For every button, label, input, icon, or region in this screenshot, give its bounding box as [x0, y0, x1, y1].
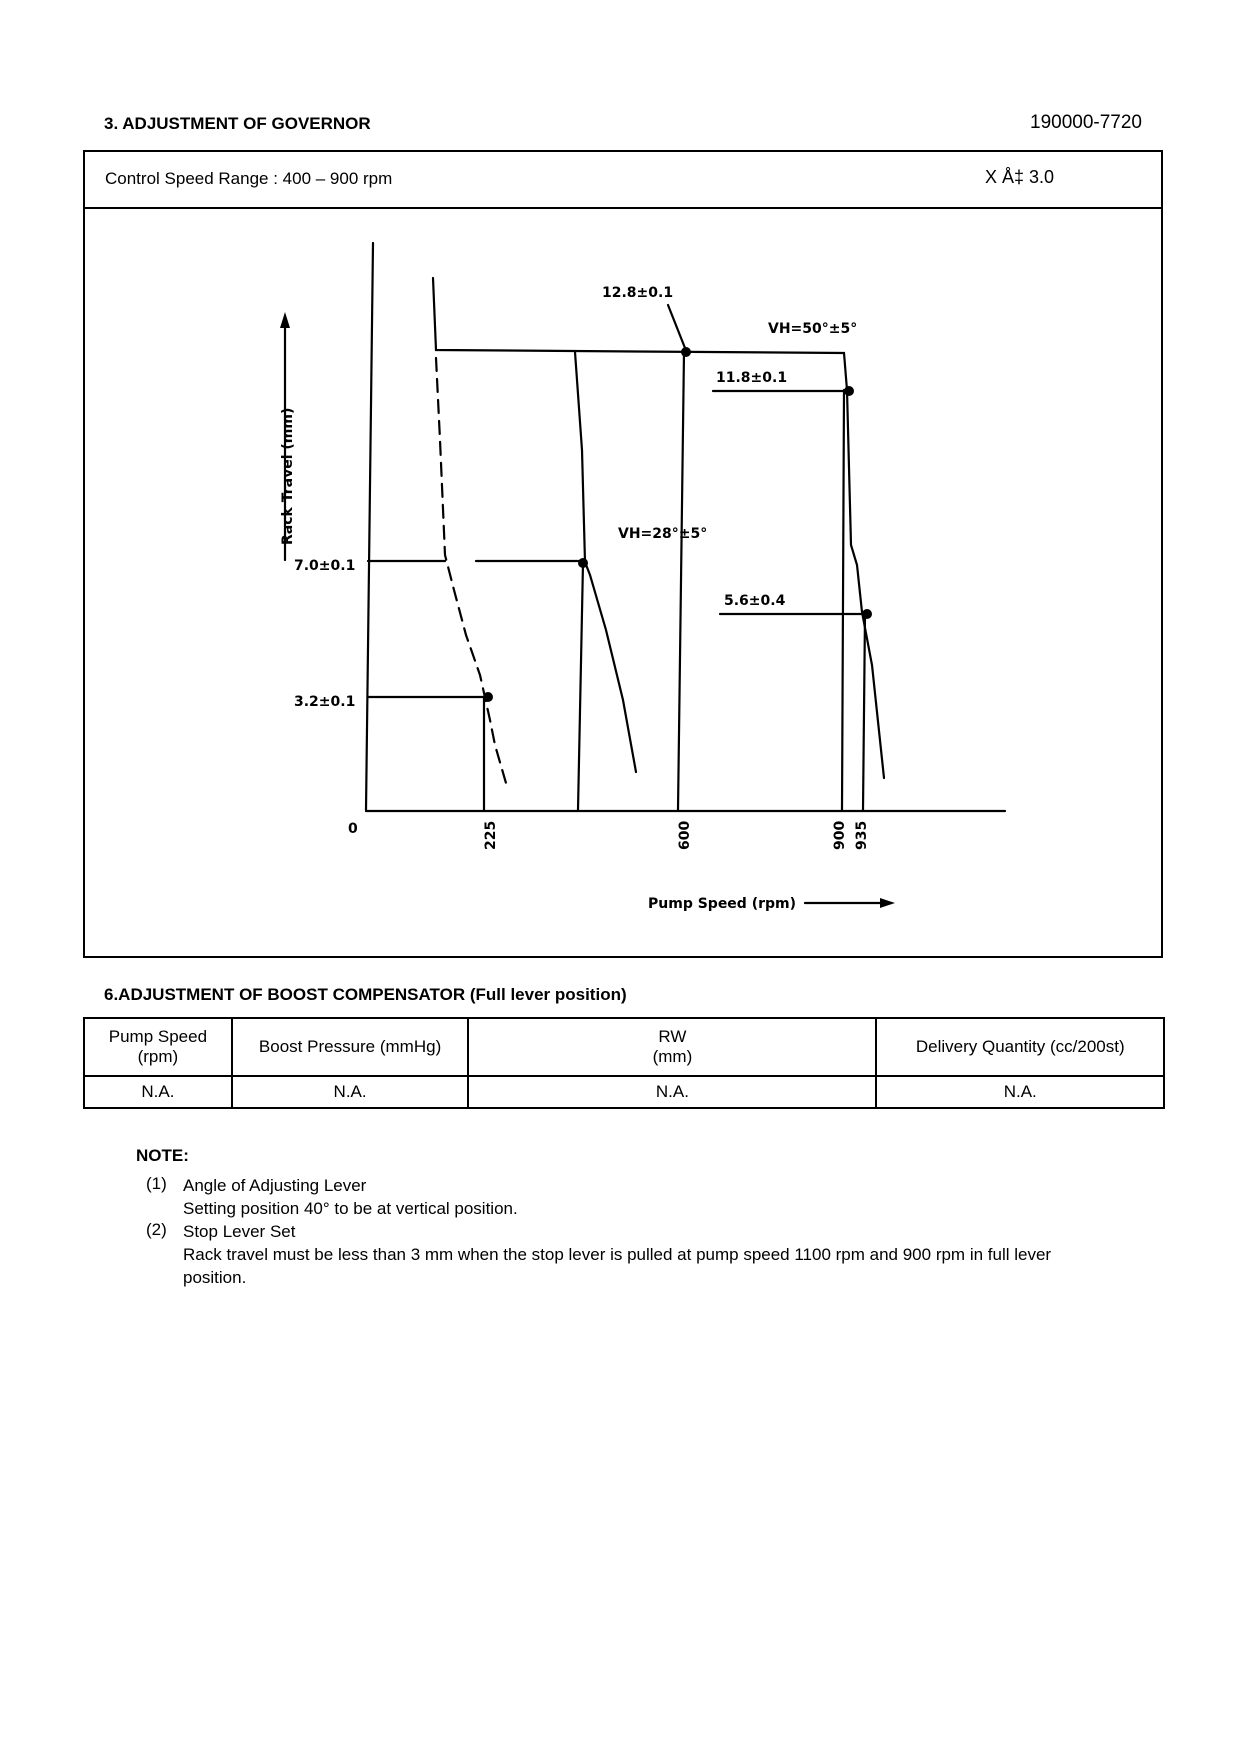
y-tick-7-0: 7.0±0.1 — [294, 558, 356, 574]
header-boost-pressure: Boost Pressure (mmHg) — [232, 1018, 469, 1076]
note-line: Stop Lever Set — [183, 1222, 296, 1241]
governor-box-divider — [83, 207, 1163, 209]
boost-table — [83, 1017, 1165, 1109]
note-line: Rack travel must be less than 3 mm when the stop lever is pulled at pump speed 1100 rpm and 900 rpm in full lever — [183, 1245, 1052, 1264]
origin-label: 0 — [348, 821, 358, 837]
cell-delivery-quantity: N.A. — [876, 1076, 1164, 1108]
x-tick-225: 225 — [483, 820, 499, 850]
header-rw: RW (mm) — [468, 1018, 876, 1076]
note-line: Setting position 40° to be at vertical position. — [183, 1199, 518, 1218]
note-line: Angle of Adjusting Lever — [183, 1176, 367, 1195]
note-line: position. — [183, 1268, 247, 1287]
cell-boost-pressure: N.A. — [232, 1076, 469, 1108]
x-value: X Å‡ 3.0 — [985, 167, 1055, 187]
x-tick-900: 900 — [832, 820, 848, 850]
control-speed-range: Control Speed Range : 400 – 900 rpm — [105, 169, 393, 188]
y-axis-label: Rack Travel (mm) — [280, 407, 296, 545]
cell-pump-speed: N.A. — [84, 1076, 232, 1108]
header-pump-speed: Pump Speed (rpm) — [84, 1018, 232, 1076]
annotation-vh-28: VH=28°±5° — [618, 526, 708, 542]
boost-header-row — [84, 1018, 1164, 1076]
governor-box — [83, 150, 1163, 958]
annotation-11-8: 11.8±0.1 — [716, 370, 788, 386]
header-delivery-quantity: Delivery Quantity (cc/200st) — [876, 1018, 1164, 1076]
y-tick-3-2: 3.2±0.1 — [294, 694, 356, 710]
boost-section-title: 6.ADJUSTMENT OF BOOST COMPENSATOR (Full lever position) — [104, 985, 627, 1004]
annotation-5-6: 5.6±0.4 — [724, 593, 786, 609]
annotation-12-8: 12.8±0.1 — [602, 285, 674, 301]
x-tick-935: 935 — [854, 820, 870, 850]
table-row — [84, 1076, 1164, 1108]
note-number: (2) — [146, 1220, 167, 1239]
x-tick-600: 600 — [677, 820, 693, 850]
annotation-vh-50: VH=50°±5° — [768, 321, 858, 337]
note-title: NOTE: — [136, 1146, 189, 1165]
note-item — [183, 1174, 518, 1220]
section-title: 3. ADJUSTMENT OF GOVERNOR — [104, 114, 371, 133]
x-axis-label: Pump Speed (rpm) — [648, 896, 797, 912]
note-item — [183, 1220, 1163, 1289]
part-number: 190000-7720 — [1030, 112, 1142, 133]
note-number: (1) — [146, 1174, 167, 1193]
cell-rw: N.A. — [468, 1076, 876, 1108]
